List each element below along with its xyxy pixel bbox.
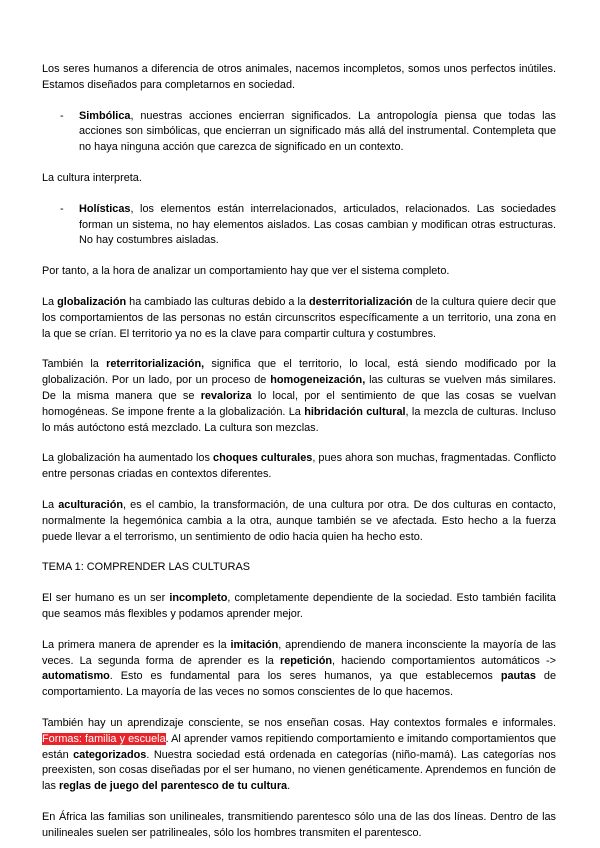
paragraph-choques-culturales bbox=[42, 451, 556, 483]
term-holisticas: Holísticas bbox=[79, 202, 131, 215]
text-run: El ser humano es un ser bbox=[42, 592, 170, 605]
term-simbolica: Simbólica bbox=[79, 109, 131, 122]
text-run: La bbox=[42, 498, 59, 511]
paragraph-reterritorializacion bbox=[42, 357, 556, 436]
paragraph-globalizacion bbox=[42, 295, 556, 342]
paragraph-cultura-interpreta: La cultura interpreta. bbox=[42, 171, 142, 184]
bullet-holisticas-body: , los elementos están interrelacionados, articulados, relacionados. Las sociedades forman un sistema, no hay elementos aislados. Las cosas cambian y modifican otras estructuras. No hay costumbres aisladas. bbox=[79, 202, 556, 247]
bullet-holisticas-text bbox=[79, 202, 556, 249]
term-pautas: pautas bbox=[500, 670, 536, 683]
bullet-simbolica-text bbox=[79, 109, 556, 156]
text-run: , completamente dependiente de la sociedad. Esto también facilita que seamos más flexibles y podamos aprender mejor. bbox=[42, 592, 556, 620]
term-choques-culturales: choques culturales bbox=[213, 452, 313, 465]
text-run: de comportamiento. La mayoría de las veces no somos conscientes de lo que hacemos. bbox=[42, 670, 557, 699]
term-homogeneizacion: homogeneización, bbox=[270, 374, 366, 387]
text-run: . Nuestra sociedad está ordenada en categorías (niño-mamá). Las categorías nos preexisten, son cosas diseñadas por el ser humano, no vienen genéticamente. Aprendemos en función de las bbox=[42, 748, 557, 793]
text-run: También hay un aprendizaje consciente, se nos enseñan cosas. Hay contextos formales e informales. bbox=[42, 716, 556, 729]
text-run: La bbox=[42, 295, 58, 308]
term-desterritorializacion: desterritorialización bbox=[309, 295, 413, 308]
term-automatismo: automatismo bbox=[42, 670, 110, 683]
text-run: La globalización ha aumentado los bbox=[42, 452, 214, 465]
document-page bbox=[42, 62, 556, 841]
text-run: . bbox=[287, 780, 291, 793]
text-run: También la bbox=[42, 358, 107, 371]
paragraph-imitacion bbox=[42, 638, 556, 701]
text-run: . Esto es fundamental para los seres humanos, ya que establecemos bbox=[109, 670, 501, 683]
bullet-holisticas bbox=[42, 202, 556, 249]
term-incompleto: incompleto bbox=[169, 592, 228, 605]
text-run: de la cultura quiere decir que los comportamientos de las personas no están circunscritos específicamente a un territorio, una zona en la que se crían. El territorio ya no es la clave para compartir cultura y costumbres. bbox=[42, 295, 557, 340]
term-repeticion: repetición bbox=[279, 654, 332, 667]
text-run: las culturas se vuelven más similares. De la misma manera que se bbox=[42, 374, 557, 402]
paragraph-intro: Los seres humanos a diferencia de otros animales, nacemos incompletos, somos unos perfectos inútiles. Estamos diseñados para completarnos en sociedad. bbox=[42, 63, 556, 91]
term-revaloriza: revaloriza bbox=[200, 389, 252, 402]
highlighted-text: Formas: familia y escuela bbox=[42, 732, 166, 745]
text-run: , la mezcla de culturas. Incluso lo más autóctono está mezclado. La cultura son mezclas. bbox=[42, 405, 556, 434]
bullet-dash: - bbox=[60, 202, 64, 215]
term-globalizacion: globalización bbox=[57, 295, 127, 308]
text-run: , haciendo comportamientos automáticos -> bbox=[332, 654, 556, 667]
bullet-simbolica-body: , nuestras acciones encierran significados. La antropología piensa que todas las acciones son simbólicas, que encierran un significado más allá del instrumental. Contempleta que no haya ninguna acción que carezca de significado en un contexto. bbox=[79, 109, 556, 154]
text-run: La primera manera de aprender es la bbox=[42, 638, 231, 651]
text-run: . Al aprender vamos repitiendo comportamiento e imitando comportamientos que están bbox=[42, 732, 556, 761]
text-run: significa que el territorio, lo local, está siendo modificado por la globalización. Por un lado, por un proceso de bbox=[42, 358, 556, 387]
text-run: ha cambiado las culturas debido a la bbox=[126, 295, 309, 308]
text-run: , pues ahora son muchas, fragmentadas. Conflicto entre personas criadas en contextos diferentes. bbox=[42, 452, 556, 481]
section-heading: TEMA 1: COMPRENDER LAS CULTURAS bbox=[42, 561, 250, 574]
text-run: , es el cambio, la transformación, de una cultura por otra. De dos culturas en contacto, normalmente la hegemónica cambia a la otra, aunque también se ve afectada. Esto hecho a la fuerza puede llevar a el terrorismo, un sentimiento de odio hacia quien ha hecho esto. bbox=[42, 498, 557, 543]
paragraph-incompleto bbox=[42, 591, 556, 623]
text-run: , aprendiendo de manera inconsciente la mayoría de las veces. La segunda forma de aprender es la bbox=[42, 638, 556, 667]
paragraph-africa: En África las familias son unilineales, transmitiendo parentesco sólo una de las dos líneas. Dentro de las unilineales suelen ser patrilineales, sólo los hombres transmiten el parentesco. bbox=[42, 810, 556, 839]
term-aculturacion: aculturación bbox=[58, 498, 124, 511]
paragraph-aprendizaje-consciente bbox=[42, 716, 556, 795]
bullet-simbolica bbox=[42, 109, 556, 156]
paragraph-sistema-completo: Por tanto, a la hora de analizar un comportamiento hay que ver el sistema completo. bbox=[42, 265, 450, 278]
term-hibridacion-cultural: hibridación cultural bbox=[304, 405, 406, 418]
term-categorizados: categorizados bbox=[73, 748, 147, 761]
term-imitacion: imitación bbox=[230, 638, 279, 651]
text-run: lo local, por el sentimiento de que las cosas se vuelvan homogéneas. Se impone frente a la globalización. La bbox=[42, 389, 557, 418]
bullet-dash: - bbox=[60, 109, 64, 122]
term-reglas-parentesco: reglas de juego del parentesco de tu cultura bbox=[58, 780, 288, 793]
term-reterritorializacion: reterritorialización, bbox=[106, 358, 205, 371]
paragraph-aculturacion bbox=[42, 498, 556, 545]
